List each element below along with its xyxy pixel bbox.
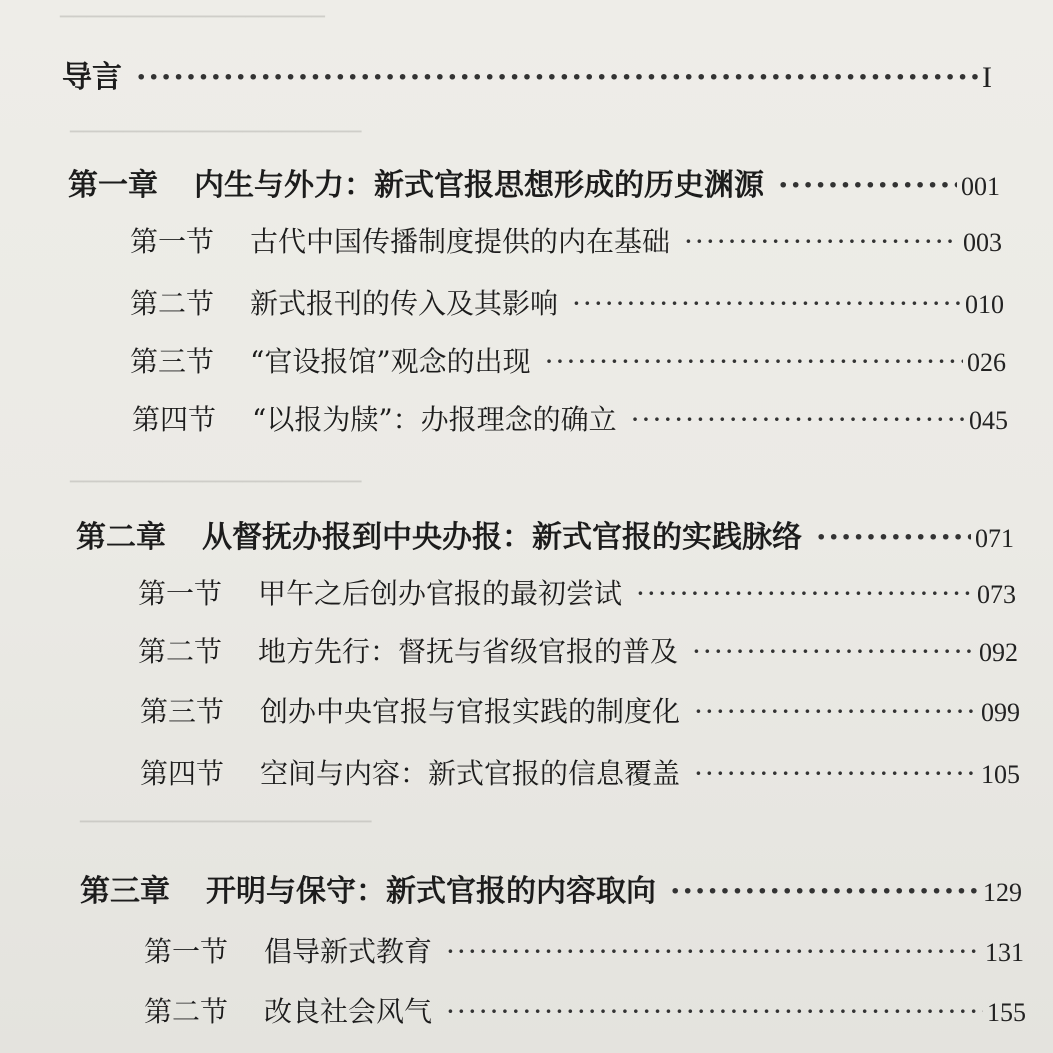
toc-leader-dots [694, 757, 977, 790]
section-number: 第二节 [130, 287, 215, 320]
section-title: 空间与内容：新式官报的信息覆盖 [260, 757, 681, 790]
toc-page-number: I [982, 61, 992, 94]
toc-entry-section[interactable] [144, 930, 1024, 970]
toc-page-number: 092 [979, 638, 1018, 667]
toc-leader-dots [446, 935, 981, 968]
toc-leader-dots [136, 60, 978, 95]
toc-entry-section[interactable] [130, 220, 1002, 260]
toc-entry-section[interactable] [130, 340, 1006, 380]
toc-entry-section[interactable] [132, 398, 1008, 438]
chapter-number: 第二章 [76, 520, 166, 555]
show-through-mark: ──────────────────── [60, 5, 325, 30]
toc-page-number: 071 [975, 524, 1014, 553]
show-through-mark: ────────────────────── [80, 810, 372, 835]
toc-page-number: 105 [981, 760, 1020, 789]
toc-entry-section[interactable] [140, 690, 1020, 730]
section-title: 地方先行：督抚与省级官报的普及 [258, 635, 679, 668]
chapter-number: 第三章 [80, 874, 170, 909]
section-title: “官设报馆”观念的出现 [250, 345, 531, 378]
section-title: 创办中央官报与官报实践的制度化 [260, 695, 681, 728]
toc-leader-dots [572, 287, 961, 320]
section-number: 第四节 [140, 757, 225, 790]
toc-intro-title: 导言 [62, 60, 122, 95]
toc-page-number: 010 [965, 290, 1004, 319]
section-number: 第一节 [144, 935, 229, 968]
toc-page-number: 045 [969, 406, 1008, 435]
toc-leader-dots [816, 520, 971, 555]
toc-leader-dots [670, 874, 979, 909]
chapter-title: 从督抚办报到中央办报：新式官报的实践脉络 [202, 520, 802, 555]
toc-page-number: 099 [981, 698, 1020, 727]
toc-entry-section[interactable] [140, 752, 1020, 792]
section-number: 第一节 [130, 225, 215, 258]
toc-page-number: 129 [983, 878, 1022, 907]
toc-leader-dots [636, 577, 973, 610]
section-title: 新式报刊的传入及其影响 [250, 287, 559, 320]
section-number: 第四节 [132, 403, 217, 436]
toc-page-number: 131 [985, 938, 1024, 967]
toc-leader-dots [631, 403, 965, 436]
toc-entry-intro[interactable] [62, 52, 992, 96]
section-number: 第二节 [138, 635, 223, 668]
toc-leader-dots [692, 635, 975, 668]
toc-page-number: 073 [977, 580, 1016, 609]
section-title: 古代中国传播制度提供的内在基础 [250, 225, 671, 258]
section-number: 第三节 [140, 695, 225, 728]
toc-entry-section[interactable] [130, 282, 1004, 322]
toc-entry-section[interactable] [138, 630, 1018, 670]
toc-leader-dots [684, 225, 959, 258]
toc-leader-dots [545, 345, 963, 378]
section-number: 第三节 [130, 345, 215, 378]
toc-leader-dots [446, 995, 983, 1028]
toc-page-number: 155 [987, 998, 1026, 1027]
toc-leader-dots [694, 695, 977, 728]
toc-page-number: 001 [961, 172, 1000, 201]
show-through-mark: ────────────────────── [70, 120, 362, 145]
chapter-number: 第一章 [68, 168, 158, 203]
section-number: 第一节 [138, 577, 223, 610]
chapter-title: 内生与外力：新式官报思想形成的历史渊源 [194, 168, 764, 203]
section-title: 倡导新式教育 [264, 935, 433, 968]
toc-entry-chapter[interactable] [68, 160, 1000, 204]
section-title: 甲午之后创办官报的最初尝试 [258, 577, 623, 610]
show-through-mark: ────────────────────── [70, 470, 362, 495]
section-number: 第二节 [144, 995, 229, 1028]
toc-leader-dots [778, 168, 957, 203]
toc-entry-chapter[interactable] [76, 512, 1014, 556]
chapter-title: 开明与保守：新式官报的内容取向 [206, 874, 656, 909]
section-title: 改良社会风气 [264, 995, 433, 1028]
toc-page-number: 003 [963, 228, 1002, 257]
toc-entry-section[interactable] [144, 990, 1026, 1030]
toc-entry-section[interactable] [138, 572, 1016, 612]
toc-entry-chapter[interactable] [80, 866, 1022, 910]
section-title: “以报为牍”：办报理念的确立 [252, 403, 617, 436]
toc-page-number: 026 [967, 348, 1006, 377]
